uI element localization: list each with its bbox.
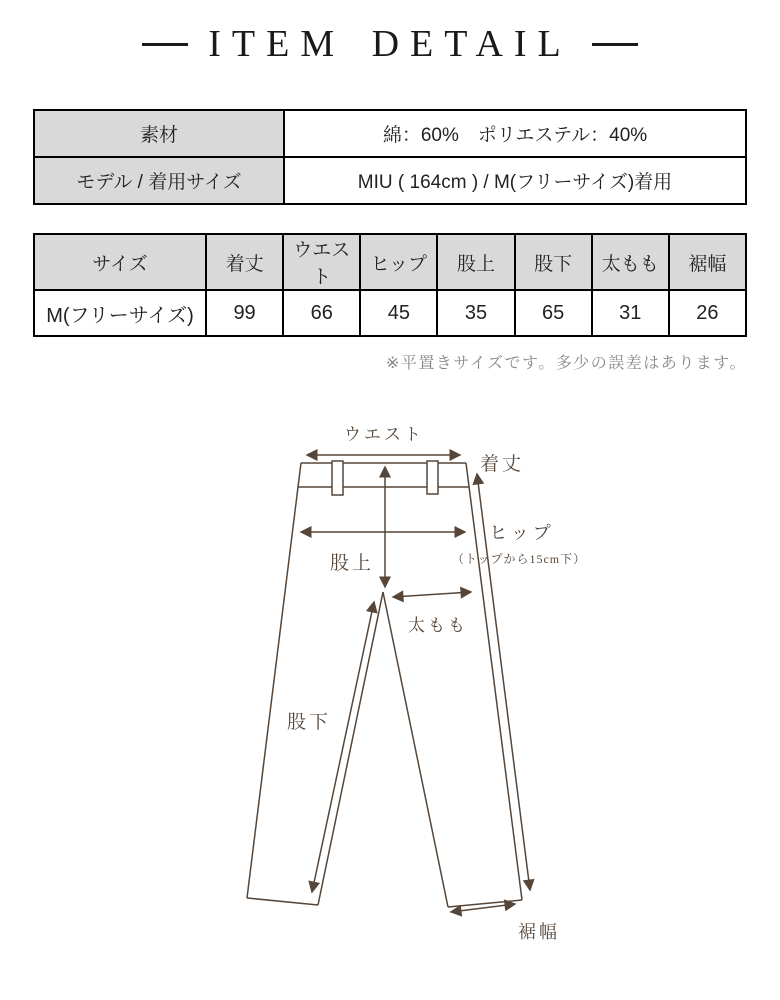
inseam-label: 股下 bbox=[286, 712, 332, 733]
cell-hem-width: 26 bbox=[669, 290, 746, 336]
cell-hip: 45 bbox=[360, 290, 437, 336]
header-inseam: 股下 bbox=[515, 234, 592, 290]
cell-rise: 35 bbox=[437, 290, 514, 336]
size-table-header-row bbox=[34, 234, 746, 290]
size-table-data-row bbox=[34, 290, 746, 336]
length-label: 着丈 bbox=[479, 454, 525, 475]
flat-measurement-note: ※平置きサイズです。多少の誤差はあります。 bbox=[385, 355, 747, 372]
thigh-label: 太もも bbox=[408, 616, 468, 635]
hem-width-label: 裾幅 bbox=[518, 922, 560, 942]
header-size: サイズ bbox=[34, 234, 206, 290]
model-size-value: MIU ( 164cm ) / M(フリーサイズ)着用 bbox=[284, 157, 746, 204]
belt-loop-left bbox=[332, 461, 343, 495]
cell-size-name: M(フリーサイズ) bbox=[34, 290, 206, 336]
cell-waist: 66 bbox=[283, 290, 360, 336]
page-title-row bbox=[0, 16, 780, 72]
cell-thigh: 31 bbox=[592, 290, 669, 336]
header-waist: ウエスト bbox=[283, 234, 360, 290]
inseam-arrow bbox=[312, 602, 374, 892]
belt-loop-right bbox=[427, 461, 438, 494]
header-rise: 股上 bbox=[437, 234, 514, 290]
cell-length: 99 bbox=[206, 290, 283, 336]
waist-label: ウエスト bbox=[344, 425, 424, 444]
header-length: 着丈 bbox=[206, 234, 283, 290]
measurement-labels bbox=[287, 425, 586, 942]
model-size-label: モデル / 着用サイズ bbox=[34, 157, 284, 204]
header-thigh: 太もも bbox=[592, 234, 669, 290]
title-decorative-line-left bbox=[142, 43, 188, 46]
material-model-table bbox=[33, 109, 747, 205]
page-title: ITEM DETAIL bbox=[208, 23, 572, 65]
cell-inseam: 65 bbox=[515, 290, 592, 336]
hip-label: ヒップ bbox=[489, 523, 555, 543]
size-spec-table bbox=[33, 233, 747, 337]
thigh-arrow bbox=[393, 592, 471, 597]
header-hem-width: 裾幅 bbox=[669, 234, 746, 290]
material-label: 素材 bbox=[34, 110, 284, 157]
table-row bbox=[34, 110, 746, 157]
pants-measurement-diagram bbox=[235, 415, 605, 960]
hip-sub-label: （トップから15cm下） bbox=[451, 552, 587, 566]
header-hip: ヒップ bbox=[360, 234, 437, 290]
table-row bbox=[34, 157, 746, 204]
material-value: 綿：60% ポリエステル：40% bbox=[284, 110, 746, 157]
rise-label: 股上 bbox=[329, 553, 375, 574]
title-decorative-line-right bbox=[592, 43, 638, 46]
